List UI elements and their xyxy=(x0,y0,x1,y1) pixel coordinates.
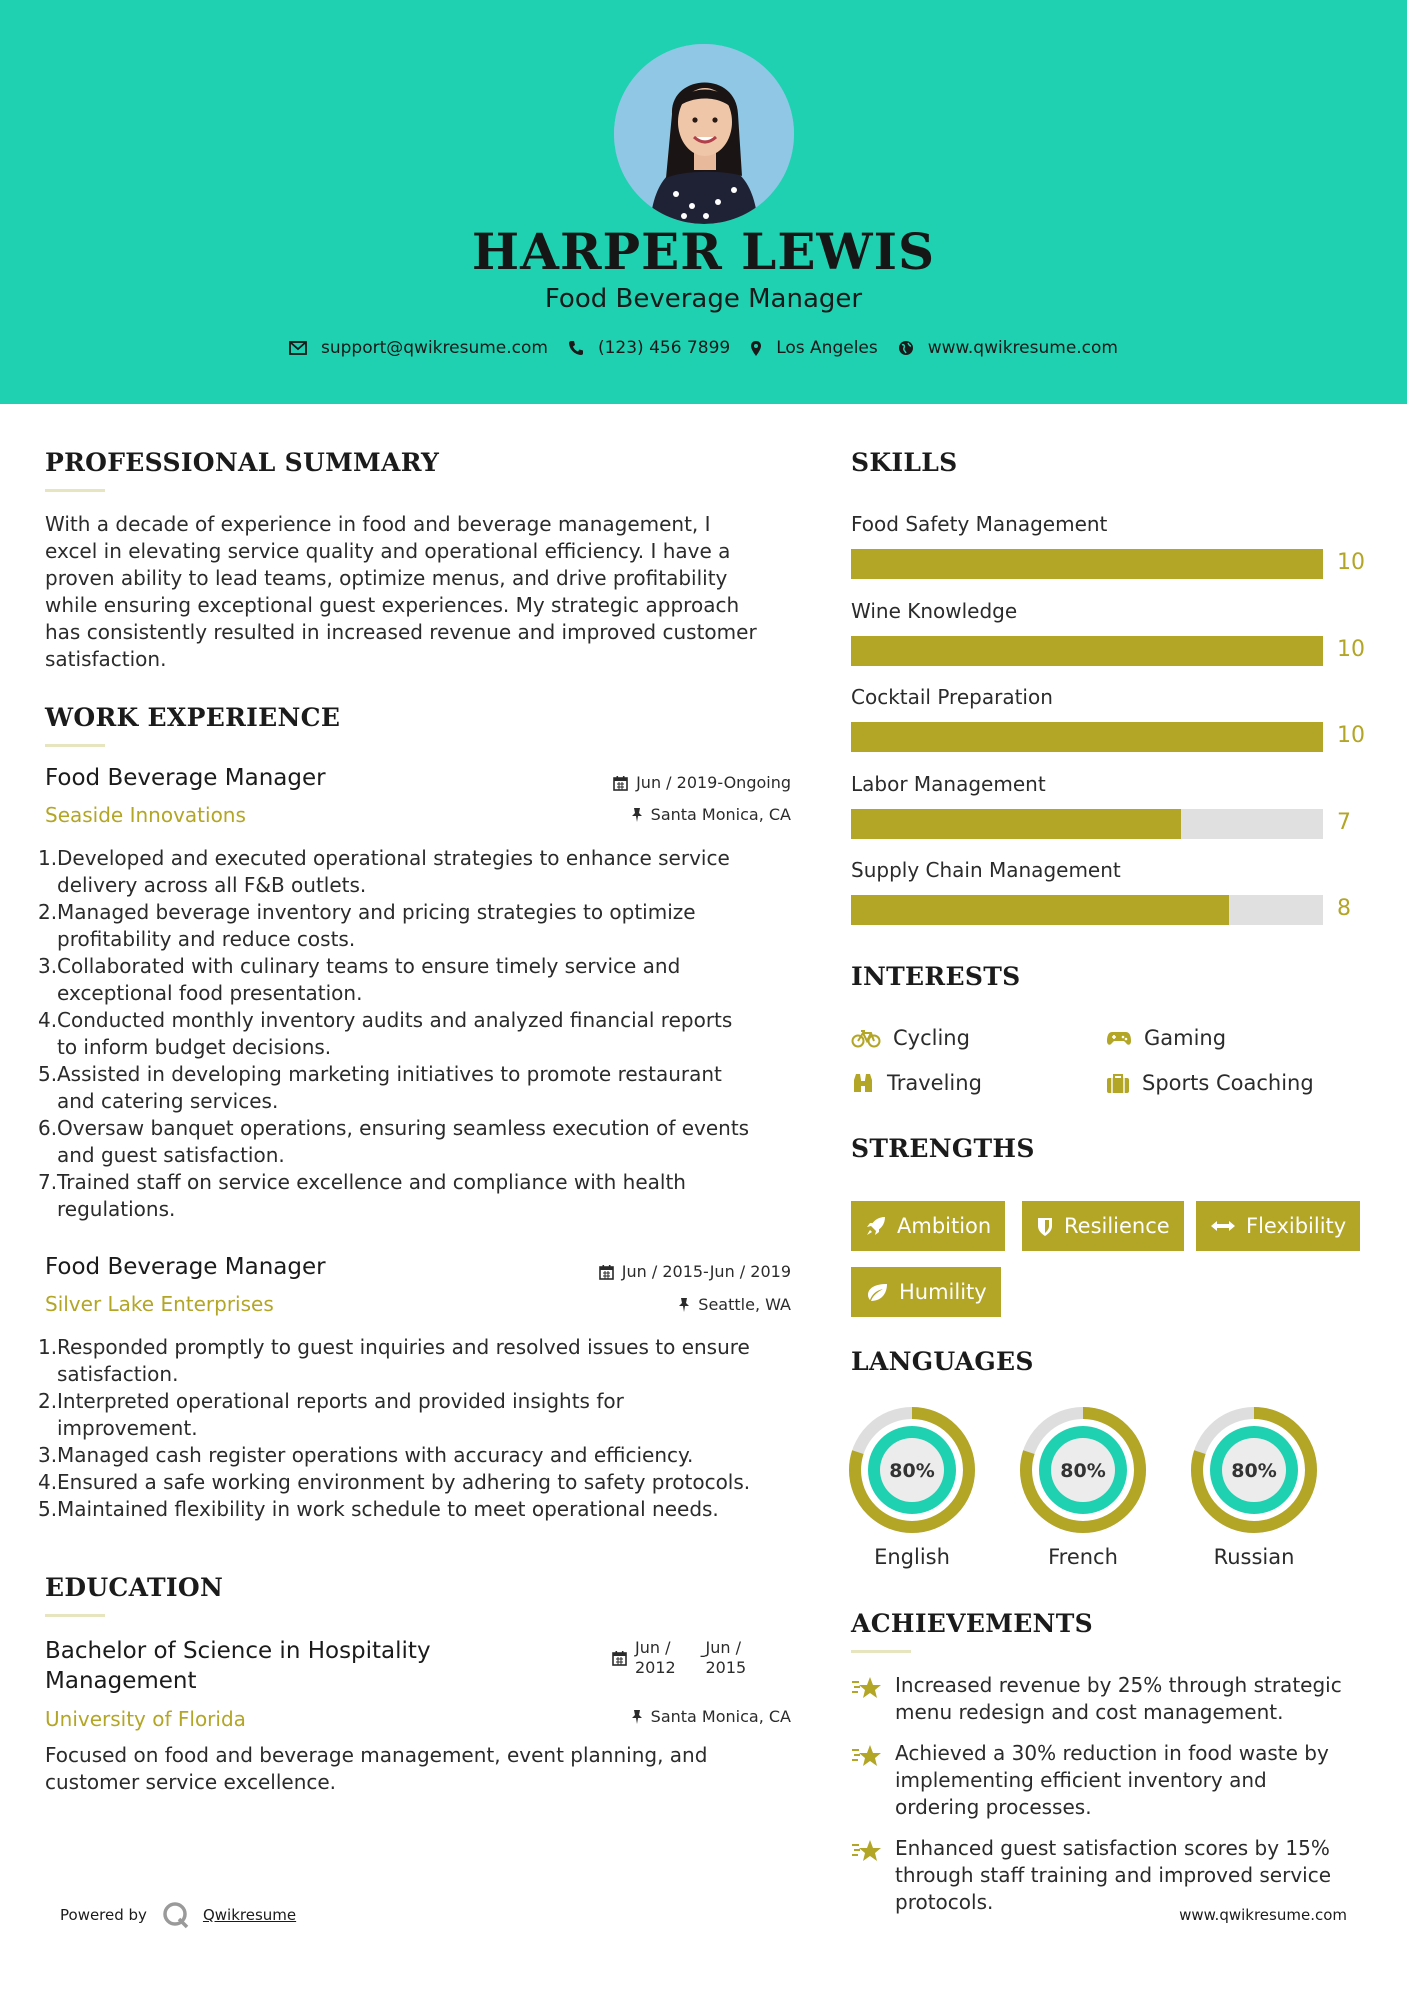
job-location xyxy=(500,1295,791,1314)
envelope-icon xyxy=(289,341,307,355)
achievement-line: Increased revenue by 25% through strategic xyxy=(895,1673,1342,1697)
summary-text xyxy=(45,511,795,673)
list-number: 4. xyxy=(38,1008,58,1032)
list-line: satisfaction. xyxy=(57,1362,179,1386)
strength-badge-humility xyxy=(851,1267,1001,1317)
achievement-line: protocols. xyxy=(895,1890,994,1914)
skill-bar-fill xyxy=(851,549,1323,579)
skill-label: Food Safety Management xyxy=(851,512,1108,536)
list-number: 2. xyxy=(38,1389,58,1413)
strength-badge-flexibility xyxy=(1196,1201,1360,1251)
job-location-text: Seattle, WA xyxy=(698,1295,791,1314)
list-item xyxy=(38,1442,798,1469)
achievement-item xyxy=(851,1672,1371,1726)
skill-bar-track xyxy=(851,722,1323,752)
language-donut-chart xyxy=(1020,1407,1146,1533)
language-label: French xyxy=(1048,1545,1118,1569)
binoculars-icon xyxy=(851,1071,875,1095)
summary-line: With a decade of experience in food and beverage management, I xyxy=(45,512,711,536)
experience-heading: WORK EXPERIENCE xyxy=(45,703,341,732)
contact-location-text: Los Angeles xyxy=(776,338,878,358)
list-line: Managed cash register operations with accuracy and efficiency. xyxy=(57,1443,694,1467)
achievements-divider xyxy=(851,1650,911,1653)
list-line: exceptional food presentation. xyxy=(57,981,363,1005)
achievement-text xyxy=(895,1672,1342,1726)
list-number: 3. xyxy=(38,1443,58,1467)
job-title: Food Beverage Manager xyxy=(45,765,326,791)
list-line: regulations. xyxy=(57,1197,176,1221)
achievement-text xyxy=(895,1835,1331,1916)
qwikresume-link[interactable]: Qwikresume xyxy=(202,1906,297,1924)
profile-photo xyxy=(614,44,794,224)
strength-label: Resilience xyxy=(1064,1214,1170,1238)
job-title: Food Beverage Manager xyxy=(45,1254,326,1280)
interest-label: Gaming xyxy=(1144,1026,1227,1050)
degree-title xyxy=(45,1636,431,1696)
job-dates-text: Jun / 2015-Jun / 2019 xyxy=(621,1262,791,1281)
start-month: Jun / xyxy=(635,1638,671,1657)
list-line: Responded promptly to guest inquiries and resolved issues to ensure xyxy=(57,1335,750,1359)
list-item xyxy=(38,899,798,953)
skill-bar-fill xyxy=(851,636,1323,666)
skill-bar-track xyxy=(851,636,1323,666)
list-number: 1. xyxy=(38,846,58,870)
job-dates-text: Jun / 2019-Ongoing xyxy=(636,773,791,792)
job-location xyxy=(500,805,791,824)
degree-line: Bachelor of Science in Hospitality xyxy=(45,1638,431,1664)
achievement-line: Achieved a 30% reduction in food waste by xyxy=(895,1741,1329,1765)
list-item xyxy=(38,1007,798,1061)
strength-label: Flexibility xyxy=(1246,1214,1347,1238)
contact-phone[interactable] xyxy=(568,338,730,358)
list-line: Developed and executed operational strategies to enhance service xyxy=(57,846,730,870)
list-number: 6. xyxy=(38,1116,58,1140)
achievement-item xyxy=(851,1835,1371,1916)
briefcase-icon xyxy=(1106,1072,1130,1094)
skill-bar-track xyxy=(851,895,1323,925)
skill-bar-track xyxy=(851,809,1323,839)
list-line: and catering services. xyxy=(57,1089,279,1113)
job-dates xyxy=(500,773,791,792)
list-number: 5. xyxy=(38,1062,58,1086)
job-company: Seaside Innovations xyxy=(45,803,246,827)
list-line: Ensured a safe working environment by adhering to safety protocols. xyxy=(57,1470,751,1494)
summary-line: has consistently resulted in increased revenue and improved customer xyxy=(45,620,757,644)
date-separator: - xyxy=(699,1646,706,1665)
summary-line: while ensuring exceptional guest experiences. My strategic approach xyxy=(45,593,740,617)
footer-website[interactable]: www.qwikresume.com xyxy=(1179,1906,1347,1924)
list-item xyxy=(38,1496,798,1523)
skill-bar-fill xyxy=(851,722,1323,752)
candidate-name: HARPER LEWIS xyxy=(471,222,936,281)
achievement-line: ordering processes. xyxy=(895,1795,1092,1819)
phone-icon xyxy=(568,340,584,356)
contact-email[interactable] xyxy=(289,338,548,358)
skill-label: Cocktail Preparation xyxy=(851,685,1053,709)
list-item xyxy=(38,1388,798,1442)
list-number: 7. xyxy=(38,1170,58,1194)
contact-location xyxy=(750,338,878,358)
list-number: 3. xyxy=(38,954,58,978)
pushpin-icon xyxy=(631,1709,643,1725)
achievement-item xyxy=(851,1740,1371,1821)
powered-by xyxy=(60,1900,296,1930)
education-location-text: Santa Monica, CA xyxy=(650,1707,791,1726)
list-line: Trained staff on service excellence and compliance with health xyxy=(57,1170,686,1194)
summary-heading: PROFESSIONAL SUMMARY xyxy=(45,448,440,477)
job-bullets xyxy=(38,845,798,1223)
contact-phone-text: (123) 456 7899 xyxy=(597,338,731,358)
list-number: 5. xyxy=(38,1497,58,1521)
education-line: Focused on food and beverage management, event planning, and xyxy=(45,1743,708,1767)
map-pin-icon xyxy=(750,340,762,357)
star-achievement-icon xyxy=(851,1742,883,1770)
education-end xyxy=(706,1638,747,1678)
list-line: Managed beverage inventory and pricing strategies to optimize xyxy=(57,900,696,924)
interest-label: Sports Coaching xyxy=(1142,1071,1314,1095)
list-item xyxy=(38,1169,798,1223)
job-location-text: Santa Monica, CA xyxy=(650,805,791,824)
education-dates xyxy=(612,1638,746,1678)
list-line: to inform budget decisions. xyxy=(57,1035,332,1059)
calendar-icon xyxy=(599,1264,614,1280)
interest-cycling xyxy=(851,1026,970,1050)
education-start xyxy=(635,1638,676,1678)
education-divider xyxy=(45,1614,105,1617)
contact-email-text: support@qwikresume.com xyxy=(321,338,548,358)
language-label: English xyxy=(874,1545,950,1569)
language-label: Russian xyxy=(1213,1545,1295,1569)
list-line: profitability and reduce costs. xyxy=(57,927,356,951)
list-item xyxy=(38,1061,798,1115)
bicycle-icon xyxy=(851,1028,881,1048)
list-line: improvement. xyxy=(57,1416,198,1440)
list-line: Collaborated with culinary teams to ensure timely service and xyxy=(57,954,681,978)
interest-label: Traveling xyxy=(887,1071,982,1095)
language-donut-chart xyxy=(849,1407,975,1533)
list-item xyxy=(38,1115,798,1169)
globe-icon xyxy=(898,340,914,356)
strength-badge-ambition xyxy=(851,1201,1005,1251)
languages-heading: LANGUAGES xyxy=(851,1347,1034,1376)
list-line: Oversaw banquet operations, ensuring seamless execution of events xyxy=(57,1116,750,1140)
list-line: Interpreted operational reports and provided insights for xyxy=(57,1389,624,1413)
summary-line: satisfaction. xyxy=(45,647,167,671)
end-month: Jun / xyxy=(705,1638,741,1657)
achievement-text xyxy=(895,1740,1329,1821)
skill-value: 7 xyxy=(1337,809,1351,835)
education-heading: EDUCATION xyxy=(45,1573,224,1602)
gamepad-icon xyxy=(1106,1029,1132,1047)
calendar-icon xyxy=(613,775,628,791)
list-number: 4. xyxy=(38,1470,58,1494)
strengths-heading: STRENGTHS xyxy=(851,1134,1035,1163)
skill-value: 10 xyxy=(1337,723,1365,748)
skill-value: 10 xyxy=(1337,636,1365,662)
language-percent: 80% xyxy=(889,1460,935,1482)
education-location xyxy=(500,1707,791,1726)
interest-sports-coaching xyxy=(1106,1071,1314,1095)
list-line: Assisted in developing marketing initiatives to promote restaurant xyxy=(57,1062,722,1086)
achievements-heading: ACHIEVEMENTS xyxy=(851,1609,1093,1638)
strength-badge-resilience xyxy=(1022,1201,1184,1251)
list-line: Maintained flexibility in work schedule to meet operational needs. xyxy=(57,1497,719,1521)
list-line: and guest satisfaction. xyxy=(57,1143,285,1167)
start-year: 2012 xyxy=(635,1658,676,1677)
contact-website[interactable] xyxy=(898,338,1118,358)
leaf-icon xyxy=(865,1282,889,1302)
language-donut-chart xyxy=(1191,1407,1317,1533)
list-item xyxy=(38,845,798,899)
calendar-icon xyxy=(612,1650,627,1666)
skill-label: Wine Knowledge xyxy=(851,598,1018,623)
skill-value: 10 xyxy=(1337,550,1365,575)
school-name: University of Florida xyxy=(45,1707,246,1731)
list-line: delivery across all F&B outlets. xyxy=(57,873,367,897)
list-number: 2. xyxy=(38,900,58,924)
header-banner xyxy=(0,0,1407,404)
powered-by-label: Powered by xyxy=(60,1906,147,1924)
list-item xyxy=(38,1469,798,1496)
summary-line: excel in elevating service quality and operational efficiency. I have a xyxy=(45,539,731,563)
interest-gaming xyxy=(1106,1026,1226,1050)
portrait-illustration xyxy=(614,44,794,224)
skill-value: 8 xyxy=(1337,896,1351,921)
skill-label: Supply Chain Management xyxy=(851,858,1121,882)
achievement-line: through staff training and improved service xyxy=(895,1863,1332,1887)
degree-line: Management xyxy=(45,1668,197,1694)
language-percent: 80% xyxy=(1060,1460,1106,1482)
education-description xyxy=(45,1742,795,1796)
pushpin-icon xyxy=(631,807,643,823)
shield-icon xyxy=(1036,1215,1054,1237)
achievement-line: implementing efficient inventory and xyxy=(895,1768,1267,1792)
qwikresume-logo-icon xyxy=(161,1900,191,1930)
skill-bar-track xyxy=(851,549,1323,579)
strength-label: Humility xyxy=(899,1280,987,1304)
candidate-role: Food Beverage Manager xyxy=(544,284,863,314)
interest-label: Cycling xyxy=(893,1026,970,1050)
job-company: Silver Lake Enterprises xyxy=(45,1292,274,1316)
contact-bar xyxy=(0,338,1407,358)
achievement-line: Enhanced guest satisfaction scores by 15% xyxy=(895,1836,1330,1860)
contact-website-text: www.qwikresume.com xyxy=(927,338,1118,358)
pushpin-icon xyxy=(678,1297,690,1313)
skills-heading: SKILLS xyxy=(851,448,958,477)
achievement-line: menu redesign and cost management. xyxy=(895,1700,1284,1724)
arrows-horizontal-icon xyxy=(1210,1219,1236,1233)
interest-traveling xyxy=(851,1071,982,1095)
end-year: 2015 xyxy=(705,1658,747,1677)
language-ring xyxy=(849,1407,975,1533)
summary-divider xyxy=(45,489,105,492)
skill-bar-fill xyxy=(851,895,1229,925)
star-achievement-icon xyxy=(851,1837,883,1865)
experience-divider xyxy=(45,744,105,747)
strength-label: Ambition xyxy=(897,1214,992,1238)
job-bullets xyxy=(38,1334,798,1523)
star-achievement-icon xyxy=(851,1674,883,1702)
interests-heading: INTERESTS xyxy=(851,962,1021,991)
job-dates xyxy=(500,1262,791,1281)
list-number: 1. xyxy=(38,1335,58,1359)
list-item xyxy=(38,1334,798,1388)
skill-bar-fill xyxy=(851,809,1181,839)
language-ring xyxy=(1191,1407,1317,1533)
skill-label: Labor Management xyxy=(851,771,1046,796)
rocket-icon xyxy=(865,1215,887,1237)
list-line: Conducted monthly inventory audits and analyzed financial reports xyxy=(57,1008,733,1032)
language-percent: 80% xyxy=(1231,1460,1277,1482)
summary-line: proven ability to lead teams, optimize menus, and drive profitability xyxy=(45,566,728,590)
list-item xyxy=(38,953,798,1007)
language-ring xyxy=(1020,1407,1146,1533)
education-line: customer service excellence. xyxy=(45,1770,337,1794)
